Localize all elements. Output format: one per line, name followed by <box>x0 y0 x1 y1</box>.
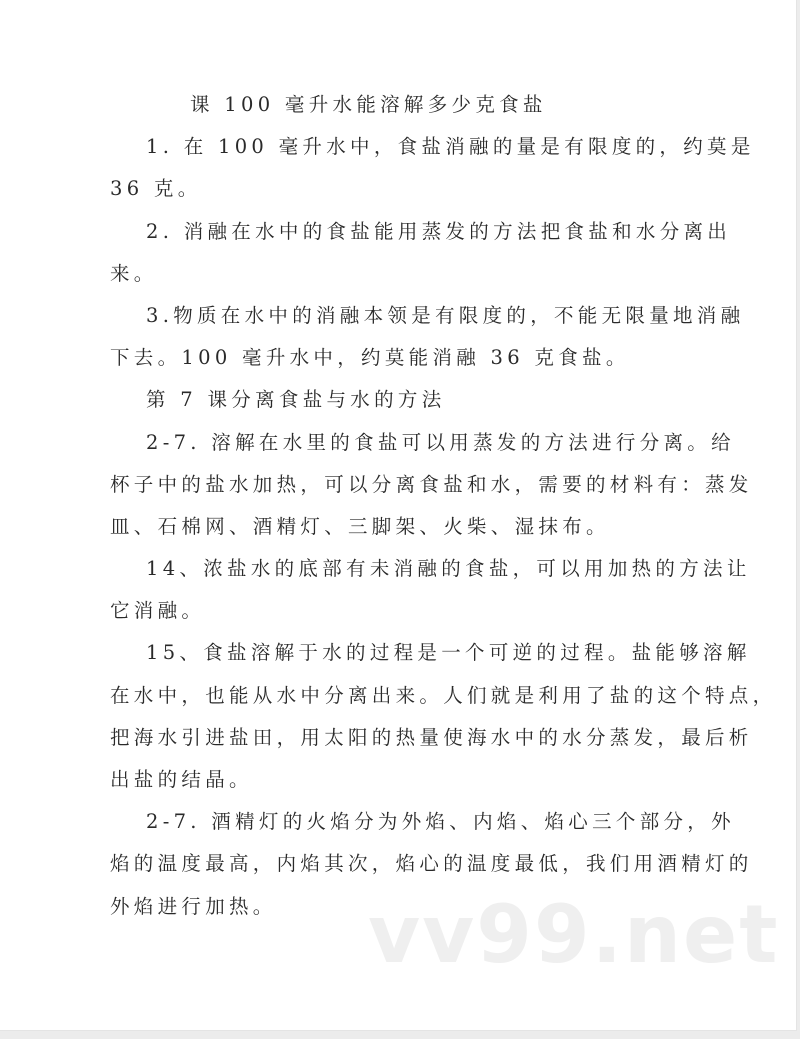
text-line: 36 克。 <box>110 177 202 201</box>
text-line: 外焰进行加热。 <box>110 894 277 918</box>
text-line: 15、食盐溶解于水的过程是一个可逆的过程。盐能够溶解 <box>146 641 751 665</box>
text-line: 出盐的结晶。 <box>110 768 253 791</box>
text-line: 2-7. 溶解在水里的食盐可以用蒸发的方法进行分离。给 <box>146 430 735 454</box>
text-line: 2-7. 酒精灯的火焰分为外焰、内焰、焰心三个部分，外 <box>146 810 735 834</box>
section-heading: 第 7 课分离食盐与水的方法 <box>146 388 446 412</box>
document-body <box>110 84 777 928</box>
text-line: 1. 在 100 毫升水中，食盐消融的量是有限度的，约莫是 <box>146 135 755 159</box>
text-line: 2. 消融在水中的食盐能用蒸发的方法把食盐和水分离出 <box>146 219 732 243</box>
text-line: 在水中，也能从水中分离出来。人们就是利用了盐的这个特点， <box>110 683 777 707</box>
page-edge-bottom <box>0 1031 800 1039</box>
text-line: 来。 <box>110 261 158 285</box>
text-line: 它消融。 <box>110 599 206 623</box>
text-line: 焰的温度最高，内焰其次，焰心的温度最低，我们用酒精灯的 <box>110 852 753 876</box>
watermark: vv99.net <box>368 888 780 981</box>
text-line: 下去。100 毫升水中，约莫能消融 36 克食盐。 <box>110 346 630 370</box>
text-line: 杯子中的盐水加热，可以分离食盐和水，需要的材料有：蒸发 <box>110 472 753 496</box>
text-line: 14、浓盐水的底部有未消融的食盐，可以用加热的方法让 <box>146 557 751 581</box>
text-line: 把海水引进盐田，用太阳的热量使海水中的水分蒸发，最后析 <box>110 725 753 749</box>
document-title: 课 100 毫升水能溶解多少克食盐 <box>190 93 547 116</box>
text-line: 3.物质在水中的消融本领是有限度的，不能无限量地消融 <box>146 303 745 327</box>
text-line: 皿、石棉网、酒精灯、三脚架、火柴、湿抹布。 <box>110 514 610 538</box>
